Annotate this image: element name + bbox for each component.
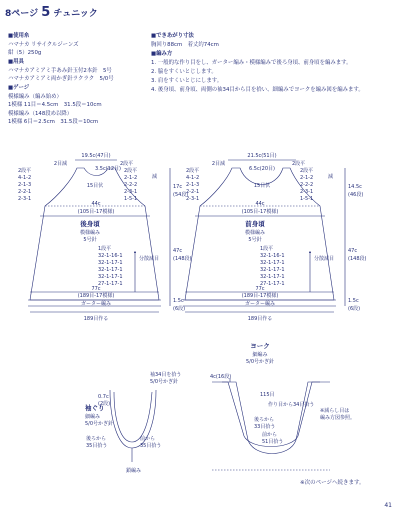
- front-side-3: 2-2-1: [186, 189, 200, 195]
- back-name: 後身頃: [80, 220, 100, 228]
- back-dec-4: 32-1-17-1: [98, 274, 123, 280]
- back-dec-5: 27-1-17-1: [98, 281, 123, 287]
- front-top-width: 21.5c(51目): [247, 153, 277, 159]
- sleeve-outline-inner: [114, 392, 152, 442]
- back-side-r-1: 2-1-2: [124, 175, 138, 181]
- back-dec-1: 32-1-16-1: [98, 253, 123, 259]
- front-neck: 6.5c(20目): [249, 166, 275, 172]
- front-chest: 44c: [255, 201, 265, 207]
- sleeve-rows: (2段): [98, 401, 111, 407]
- back-top-width: 19.5c(47目): [81, 153, 111, 159]
- front-body-h: 47c: [348, 248, 358, 254]
- front-dec-info: 分散減目: [314, 256, 335, 262]
- front-dec-4: 32-1-17-1: [260, 274, 285, 280]
- back-garter: ガーター編み: [80, 301, 112, 307]
- front-dec-2: 32-1-17-1: [260, 260, 285, 266]
- back-dec-2: 32-1-17-1: [98, 260, 123, 266]
- back-labels: [18, 152, 191, 322]
- back-dec-3: 32-1-17-1: [98, 267, 123, 273]
- method-step-1: 1. 一般的な作り目をし、ガーター編み・模様編みで後ろ身頃、前身頃を編みます。: [151, 60, 352, 66]
- method-step-4: 4. 後身頃、前身頃、両側の袖34目から目を拾い、細編みでヨークを編み図を編みます。: [151, 87, 364, 93]
- back-row2: 2段平: [120, 161, 134, 167]
- sleeve-diagram: [110, 390, 156, 462]
- front-hem: 77c: [255, 286, 265, 292]
- yoke-back-pick: 後ろから: [254, 417, 275, 423]
- back-side-1: 4-1-2: [18, 175, 32, 181]
- yoke-note-2: 編み方図参照。: [320, 415, 356, 421]
- tool-hook: ハマナカアミアミ両かぎ針ラクラク 5/0号: [8, 76, 114, 82]
- back-side-2: 2-1-3: [18, 182, 32, 188]
- yoke-center: 115目: [260, 392, 275, 398]
- front-needle: 5号針: [248, 237, 262, 243]
- sleeve-labels: [85, 371, 181, 474]
- front-hem-st: (189目-17模様): [241, 293, 279, 299]
- yoke-width: 4c(16段): [210, 374, 232, 380]
- back-hem-rows: (6段): [173, 306, 186, 312]
- front-side-r-1: 2-1-2: [300, 175, 314, 181]
- front-side-1: 4-1-2: [186, 175, 200, 181]
- back-dec15: 15目伏: [86, 183, 104, 189]
- tool-needle: ハマナカアミアミ手あみ針玉付2本針 5号: [8, 68, 112, 74]
- materials-heading: ■使用糸: [8, 33, 30, 39]
- front-side-4: 2-3-1: [186, 196, 200, 202]
- front-side-r-4: 1-5-1: [300, 196, 314, 202]
- back-side-0: 2段平: [18, 168, 32, 174]
- back-body-rows: (148段): [173, 256, 192, 262]
- back-hem-st: (189目-17模様): [77, 293, 115, 299]
- back-chest: 44c: [91, 201, 101, 207]
- gauge-sub-1: 模様編み（編み始め）: [8, 94, 62, 100]
- back-hem-h: 1.5c: [173, 298, 184, 304]
- back-dec2: 2目減: [53, 161, 67, 167]
- front-side-0: 2段平: [186, 168, 200, 174]
- page-number: 41: [384, 502, 392, 509]
- back-side-4: 2-3-1: [18, 196, 32, 202]
- footer-note: ※次のページへ続きます。: [300, 480, 365, 486]
- yoke-labels: [210, 341, 365, 486]
- front-garter: ガーター編み: [244, 301, 276, 307]
- finish-heading: ■できあがり寸法: [151, 33, 194, 39]
- header-prefix-mark: 8: [5, 9, 12, 19]
- yoke-hook: 5/0号かぎ針: [245, 359, 275, 365]
- yoke-front-pick: 前から: [262, 432, 278, 438]
- back-needle: 5号針: [83, 237, 97, 243]
- back-cast-on: 189目作る: [83, 316, 109, 322]
- front-dec-5: 27-1-17-1: [260, 281, 285, 287]
- front-hem-rows: (6段): [348, 306, 361, 312]
- yoke-cast: 作り目から34目拾う: [268, 402, 315, 408]
- back-side-r-2: 2-2-2: [124, 182, 138, 188]
- sleeve-hook: 5/0号かぎ針: [85, 421, 114, 427]
- front-cast-on: 189目作る: [247, 316, 273, 322]
- back-side-3: 2-2-1: [18, 189, 32, 195]
- gauge-sub-2: 模様編み（148段め以降）: [8, 111, 73, 117]
- sleeve-front-count: 35目拾う: [140, 443, 162, 449]
- back-dec-info: 分散減目: [139, 256, 160, 262]
- yarn-name: ハマナカ リサイクルジーンズ: [8, 42, 79, 48]
- front-chest-st: (105目-17模様): [241, 209, 279, 215]
- yarn-color: 紺（5）250g: [8, 50, 42, 56]
- tools-heading: ■用具: [8, 59, 24, 65]
- back-armhole-rows: (54段): [173, 192, 189, 198]
- back-side-r-4: 1-5-1: [124, 196, 138, 202]
- method-step-2: 2. 脇をすくいとじします。: [151, 69, 217, 75]
- front-dec2: 2目減: [211, 161, 225, 167]
- front-body-rows: (148段): [348, 256, 367, 262]
- back-chest-st: (105目-17模様): [77, 209, 115, 215]
- back-armhole-h: 17c: [173, 184, 183, 190]
- gauge-value-2: 1模様 6目＝2.5cm 31.5段＝10cm: [8, 119, 99, 125]
- method-step-3: 3. 肩をすくいとじにします。: [151, 78, 223, 84]
- front-pattern: 模様編み: [244, 230, 266, 236]
- front-armhole-h: 14.5c: [348, 184, 362, 190]
- gauge-heading: ■ゲージ: [8, 85, 30, 91]
- yoke-name: ヨーク: [250, 342, 270, 350]
- header-prefix: ページ: [11, 9, 39, 19]
- back-neck: 3.5c(12目): [95, 166, 121, 172]
- sleeve-pattern: 細編み: [85, 414, 101, 420]
- yoke-front-count: 51目拾う: [262, 439, 284, 445]
- front-dec15: 15目伏: [253, 183, 271, 189]
- header-title: チュニック: [53, 9, 98, 19]
- front-name: 前身頃: [245, 220, 265, 228]
- front-labels: [186, 152, 366, 322]
- yoke-pattern: 細編み: [252, 352, 268, 358]
- front-dec-3: 32-1-17-1: [260, 267, 285, 273]
- back-pattern: 模様編み: [79, 230, 101, 236]
- front-side-r-3: 2-3-1: [300, 189, 314, 195]
- front-dec-1: 32-1-16-1: [260, 253, 285, 259]
- gauge-value-1: 1模様 11目＝4.5cm 31.5段＝10cm: [8, 102, 102, 108]
- finish-size: 胸回り88cm 着丈約74cm: [151, 42, 219, 48]
- back-hem: 77c: [91, 286, 101, 292]
- back-dec-0: 1段平: [98, 246, 112, 252]
- header-number: 5: [41, 5, 51, 20]
- yoke-back-count: 33目拾う: [254, 424, 276, 430]
- front-armhole-rows: (46段): [348, 192, 364, 198]
- sleeve-hook-top: 5/0号かぎ針: [150, 379, 179, 385]
- sleeve-finish: 鎖編み: [126, 468, 142, 474]
- sleeve-back-pick: 後ろから: [86, 436, 107, 442]
- back-side-r-0: 2段平: [124, 168, 138, 174]
- sleeve-front-pick: 前から: [140, 436, 156, 442]
- sleeve-back-count: 35目拾う: [86, 443, 108, 449]
- front-dec-0: 1段平: [260, 246, 274, 252]
- yoke-note-1: ※減らし目は: [320, 408, 350, 414]
- front-side-r-2: 2-2-2: [300, 182, 314, 188]
- front-hem-h: 1.5c: [348, 298, 359, 304]
- front-dec-label: 減: [328, 174, 334, 180]
- back-side-r-3: 2-3-1: [124, 189, 138, 195]
- front-row2: 2段平: [292, 161, 306, 167]
- front-side-2: 2-1-3: [186, 182, 200, 188]
- sleeve-name: 袖ぐり: [85, 404, 105, 412]
- sleeve-pick-top: 袖34目を拾う: [150, 372, 182, 378]
- back-dec-label: 減: [152, 174, 158, 180]
- front-side-r-0: 2段平: [300, 168, 314, 174]
- back-body-h: 47c: [173, 248, 183, 254]
- method-heading: ■編み方: [151, 51, 173, 57]
- sleeve-width: 0.7c: [98, 394, 109, 400]
